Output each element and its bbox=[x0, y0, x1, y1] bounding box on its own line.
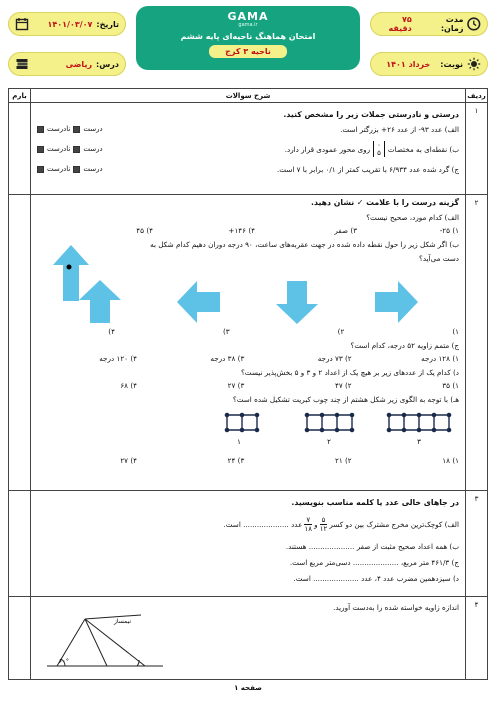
true-label: درست bbox=[83, 145, 103, 153]
duration-value: ۷۵ دقیقه bbox=[388, 15, 412, 33]
session-value: خرداد ۱۴۰۱ bbox=[386, 59, 431, 69]
gama-logo-sub: gama.ir bbox=[238, 22, 258, 28]
question-title: درستی و نادرستی جملات زیر را مشخص کنید. bbox=[283, 110, 459, 119]
true-false-a bbox=[37, 125, 103, 133]
clock-icon bbox=[467, 17, 481, 31]
true-label: درست bbox=[83, 165, 103, 173]
statement-b-pre: ب) نقطه‌ای به مختصات bbox=[387, 144, 459, 154]
part-b: ب) همه اعداد صحیح مثبت از صفر .................... هستند. bbox=[285, 541, 459, 551]
option[interactable]: ۲) bbox=[337, 327, 345, 336]
question-title: اندازه زاویه خواسته شده را به‌دست آورید. bbox=[333, 602, 459, 612]
duration-pill bbox=[370, 12, 488, 36]
rotation-center-dot bbox=[67, 265, 72, 270]
denominator: ۱۸ bbox=[304, 524, 313, 533]
calendar-icon bbox=[15, 17, 29, 31]
table-header bbox=[9, 89, 487, 103]
rotation-options bbox=[37, 265, 459, 325]
option[interactable]: ۴) ۱۴۶+ bbox=[228, 226, 255, 235]
score-cell bbox=[9, 597, 31, 679]
figure-3 bbox=[387, 413, 450, 431]
vector-top: ۰ bbox=[377, 141, 381, 149]
figure-1 bbox=[225, 413, 258, 431]
question-number: ۱ bbox=[465, 103, 487, 194]
date-pill bbox=[8, 12, 126, 36]
numerator: ۵ bbox=[321, 515, 326, 524]
part-e-options bbox=[37, 454, 459, 467]
option[interactable]: ۴) ۱۲۰ درجه bbox=[99, 354, 138, 363]
part-d-options bbox=[37, 379, 459, 392]
numerator: ۷ bbox=[306, 515, 311, 524]
question-row-4 bbox=[9, 597, 487, 679]
false-checkbox[interactable] bbox=[37, 126, 44, 133]
col-score-header: بارم bbox=[9, 89, 31, 102]
true-checkbox[interactable] bbox=[73, 166, 80, 173]
question-row-1 bbox=[9, 103, 487, 195]
arrow-left-option[interactable] bbox=[176, 279, 222, 325]
part-a bbox=[37, 510, 459, 538]
option[interactable]: ۱) bbox=[452, 327, 459, 336]
figure-2 bbox=[305, 413, 353, 431]
option[interactable]: ۱) ۳۵ bbox=[442, 381, 459, 390]
part-b-line2: دست می‌آید؟ bbox=[419, 253, 459, 263]
part-a-pre: الف) کوچک‌ترین مخرج مشترک بین دو کسر bbox=[329, 519, 459, 529]
true-false-b bbox=[37, 145, 103, 153]
region-badge: ناحیه ۳ کرج bbox=[209, 45, 287, 58]
part-d: د) کدام یک از عددهای زیر بر هیچ یک از اعداد ۲ و ۳ و ۵ بخش‌پذیر نیست؟ bbox=[240, 367, 459, 377]
figure-label: ۱ bbox=[237, 438, 241, 446]
original-arrow-shape bbox=[51, 243, 91, 303]
question-body bbox=[31, 103, 465, 194]
statement-c-text: ج) گرد شده عدد ۶/۹۳۴ با تقریب کمتر از ۰/۱ برابر با ۷ است. bbox=[276, 164, 459, 174]
question-number: ۲ bbox=[465, 195, 487, 490]
part-a: الف) کدام مورد، صحیح نیست؟ bbox=[366, 212, 459, 222]
books-icon bbox=[15, 57, 29, 71]
question-title: در جاهای خالی عدد یا کلمه مناسب بنویسید. bbox=[291, 498, 459, 507]
date-value: ۱۴۰۱/۰۳/۰۷ bbox=[47, 19, 93, 29]
option[interactable]: ۲) ۲۱ bbox=[334, 456, 352, 465]
statement-b-post: روی محور عمودی قرار دارد. bbox=[284, 144, 371, 154]
part-b-line1: ب) اگر شکل زیر را حول نقطه داده شده در جهت عقربه‌های ساعت، ۹۰ درجه دوران دهیم کدام شکل به bbox=[150, 239, 459, 249]
option[interactable]: ۳) bbox=[222, 327, 230, 336]
exam-banner bbox=[136, 6, 360, 70]
question-row-3 bbox=[9, 491, 487, 597]
score-cell bbox=[9, 195, 31, 490]
part-a-post: عدد .................... است. bbox=[223, 519, 303, 529]
statement-c bbox=[37, 162, 459, 176]
true-checkbox[interactable] bbox=[73, 126, 80, 133]
false-checkbox[interactable] bbox=[37, 166, 44, 173]
subject-pill bbox=[8, 52, 126, 76]
gama-logo: GAMA bbox=[227, 10, 269, 23]
true-checkbox[interactable] bbox=[73, 146, 80, 153]
option[interactable]: ۱) ۲۵- bbox=[439, 226, 459, 235]
question-row-2 bbox=[9, 195, 487, 491]
angle-diagram bbox=[45, 611, 165, 671]
option[interactable]: ۴) ۴۵ bbox=[136, 226, 153, 235]
part-e: هـ) با توجه به الگوی زیر شکل هشتم از چند چوب کبریت تشکیل شده است؟ bbox=[232, 394, 459, 404]
question-body bbox=[31, 597, 465, 679]
part-c: ج) متمم زاویه ۵۲ درجه، کدام است؟ bbox=[350, 340, 459, 350]
part-c-options bbox=[37, 352, 459, 365]
option[interactable]: ۳) صفر bbox=[334, 226, 357, 235]
subject-value: ریاضی bbox=[65, 59, 93, 69]
option[interactable]: ۱) ۱۸ bbox=[442, 456, 459, 465]
col-num-header: ردیف bbox=[465, 89, 487, 102]
option[interactable]: ۳) ۲۷ bbox=[227, 381, 245, 390]
matchstick-pattern bbox=[219, 410, 459, 450]
statement-b bbox=[37, 136, 459, 162]
option[interactable]: ۲) ۷۳ درجه bbox=[317, 354, 352, 363]
arrow-right-option[interactable] bbox=[373, 279, 419, 325]
col-body-header: شرح سوالات bbox=[225, 91, 271, 100]
option[interactable]: ۳) ۳۸ درجه bbox=[210, 354, 245, 363]
false-checkbox[interactable] bbox=[37, 146, 44, 153]
question-body bbox=[31, 491, 465, 596]
statement-a-text: الف) عدد ۹۳- از عدد ۲۶+ بزرگتر است. bbox=[340, 124, 459, 134]
true-false-c bbox=[37, 165, 103, 173]
false-label: نادرست bbox=[47, 125, 71, 133]
option[interactable]: ۴) ۶۸ bbox=[120, 381, 138, 390]
statement-a bbox=[37, 122, 459, 136]
coordinate-vector bbox=[373, 141, 385, 157]
part-c: ج) ۴۶۱/۳ متر مربع، .................... دسی‌متر مربع است. bbox=[289, 557, 459, 567]
vector-bottom: ۵ bbox=[377, 149, 381, 157]
question-title: گزینه درست را با علامت ✓ نشان دهید. bbox=[310, 198, 459, 207]
fraction-1 bbox=[320, 516, 328, 533]
exam-header bbox=[8, 6, 488, 80]
question-number: ۳ bbox=[465, 491, 487, 596]
option[interactable]: ۲) ۴۷ bbox=[334, 381, 352, 390]
bisector-label: نیمساز bbox=[113, 618, 131, 625]
score-cell bbox=[9, 103, 31, 194]
option[interactable]: ۱) ۱۲۸ درجه bbox=[421, 354, 459, 363]
subject-label: درس: bbox=[96, 59, 119, 69]
denominator: ۱۲ bbox=[319, 524, 328, 533]
false-label: نادرست bbox=[47, 165, 71, 173]
question-body bbox=[31, 195, 465, 490]
false-label: نادرست bbox=[47, 145, 71, 153]
date-label: تاریخ: bbox=[96, 19, 119, 29]
angle-label: ۶۰° bbox=[58, 657, 69, 665]
question-number: ۴ bbox=[465, 597, 487, 679]
session-label: نوبت: bbox=[440, 59, 463, 69]
page-footer: صفحه ۱ bbox=[234, 684, 262, 692]
sun-icon bbox=[467, 57, 481, 71]
questions-table bbox=[8, 88, 488, 680]
figure-label: ۲ bbox=[327, 438, 331, 446]
true-label: درست bbox=[83, 125, 103, 133]
exam-title: امتحان هماهنگ ناحیه‌ای پایه ششم bbox=[180, 32, 316, 41]
part-b-options bbox=[37, 325, 459, 338]
arrow-down-option[interactable] bbox=[274, 279, 320, 325]
option[interactable]: ۴) ۲۷ bbox=[120, 456, 138, 465]
fraction-2 bbox=[304, 516, 312, 533]
part-d: د) سیزدهمین مضرب عدد ۴، عدد .................... است. bbox=[293, 573, 459, 583]
and-word: و bbox=[314, 519, 318, 529]
part-a-options bbox=[37, 224, 459, 237]
figure-label: ۳ bbox=[417, 438, 421, 446]
session-pill bbox=[370, 52, 488, 76]
score-cell bbox=[9, 491, 31, 596]
option[interactable]: ۳) ۲۴ bbox=[227, 456, 245, 465]
option[interactable]: ۴) bbox=[108, 327, 115, 336]
duration-label: مدت زمان: bbox=[440, 15, 464, 33]
